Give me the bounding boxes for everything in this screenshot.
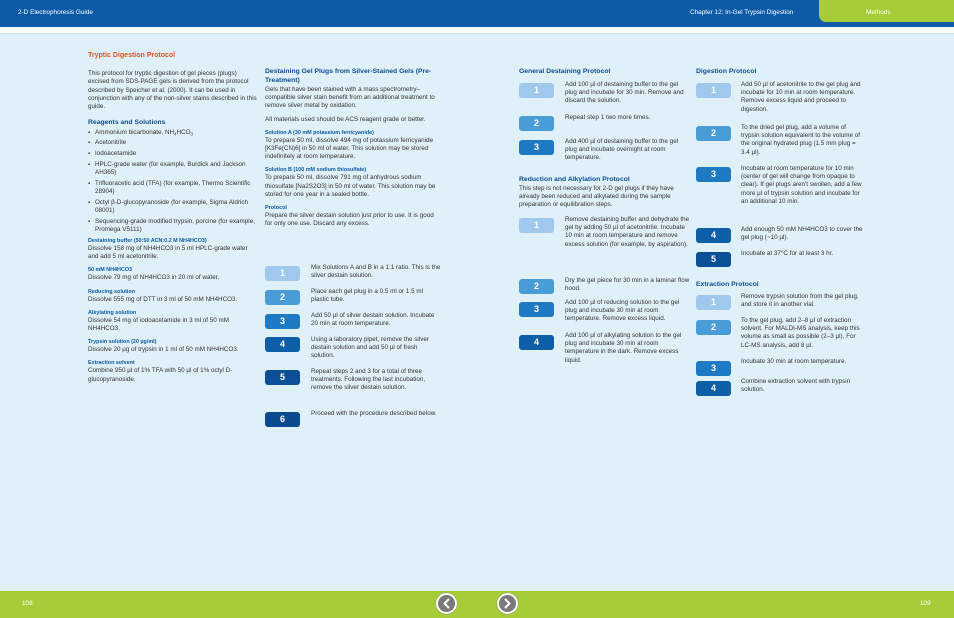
tryptic-protocol-column xyxy=(88,52,258,389)
step-text: Add enough 50 mM NH4HCO3 to cover the gel plug (~10 µl). xyxy=(741,226,863,242)
step-text: Incubate at room temperature for 10 min (center of gel will change from opaque to clear). If gel plugs aren't swollen, add a few more µl of trypsin solution and incubate for an additional 10 min. xyxy=(741,165,862,205)
reagents-heading: Reagents and Solutions xyxy=(88,119,166,127)
step-text: Proceed with the procedure described below. xyxy=(311,410,437,417)
nh4hco3-text: Dissolve 79 mg of NH4HCO3 in 20 ml of water. xyxy=(88,274,220,282)
reducing-heading: Reducing solution xyxy=(88,288,136,295)
step-text: Incubate 30 min at room temperature. xyxy=(741,358,847,365)
list-item: ▪ Trifluoracetic acid (TFA) (for example, Thermo Scientific 28904) xyxy=(88,180,258,196)
step-number: 4 xyxy=(696,381,731,396)
chevron-left-icon xyxy=(440,597,453,610)
alkylating-text: Dissolve 54 mg of iodoacetamide in 3 ml of 50 mM NH4HCO3. xyxy=(88,316,230,332)
step-text: Add 100 µl of alkylating solution to the gel plug and incubate 30 min at room temperature in the dark. Remove excess liquid. xyxy=(565,332,682,364)
book-title: 2-D Electrophoresis Guide xyxy=(18,9,93,16)
step-text: Remove destaining buffer and dehydrate the gel by adding 50 µl of acetonitrile. Incubate 10 min at room temperature and remove excess solution (for example, by aspiration). xyxy=(565,216,690,248)
solution-a-heading: Solution A (30 mM potassium ferricyanide) xyxy=(265,129,374,136)
step-number: 4 xyxy=(265,337,300,352)
page-header xyxy=(0,0,954,27)
step-number: 2 xyxy=(519,279,554,294)
list-item: ▪ Octyl β-D-glucopyranoside (for example, Sigma Aldrich 08001) xyxy=(88,199,258,215)
step-text: To the gel plug, add 2–8 µl of extraction solvent. For MALDI-MS analysis, keep this volume as small as possible (2–3 µl). For LC-MS analysis, add 8 µl. xyxy=(741,317,860,349)
silver-destain-column xyxy=(265,68,437,233)
step-number: 3 xyxy=(519,302,554,317)
step-text: Mix Solutions A and B in a 1:1 ratio. This is the silver destain solution. xyxy=(311,264,441,280)
step-number: 2 xyxy=(265,290,300,305)
section-tab-methods[interactable] xyxy=(819,0,954,22)
chevron-right-icon xyxy=(501,597,514,610)
list-item: ▪ Sequencing-grade modified trypsin, porcine (for example, Promega V5111) xyxy=(88,218,258,234)
step-number: 1 xyxy=(696,83,731,98)
destain-buffer-text: Dissolve 158 mg of NH4HCO3 in 5 ml HPLC-grade water and add 5 ml acetonitrile. xyxy=(88,244,248,261)
page-number-right: 109 xyxy=(920,600,931,607)
protocol-text: Prepare the silver destain solution just prior to use. It is good for only one use. Discard any excess. xyxy=(265,212,434,228)
step-text: Incubate at 37°C for at least 3 hr. xyxy=(741,250,834,257)
extraction-solvent-heading: Extraction solvent xyxy=(88,360,135,367)
tryptic-protocol-title: Tryptic Digestion Protocol xyxy=(88,52,176,59)
step-number: 3 xyxy=(265,314,300,329)
step-number: 4 xyxy=(519,335,554,350)
extraction-heading: Extraction Protocol xyxy=(696,281,759,288)
list-item: ▪ Iodoacetamide xyxy=(88,150,258,158)
reducing-text: Dissolve 555 mg of DTT in 3 ml of 50 mM NH4HCO3. xyxy=(88,295,238,303)
trypsin-heading: Trypsin solution (20 µg/ml) xyxy=(88,339,157,346)
step-text: Combine extraction solvent with trypsin solution. xyxy=(741,378,851,394)
list-item: ▪ HPLC-grade water (for example, Burdick and Jackson AH365) xyxy=(88,161,258,177)
step-text: Repeat steps 2 and 3 for a total of three treatments. Following the last incubation, remove the silver destain solution. xyxy=(311,368,426,392)
next-page-button[interactable] xyxy=(497,593,518,614)
step-text: Add 400 µl of destaining buffer to the gel plug and incubate overnight at room temperature. xyxy=(565,138,679,162)
list-item: ▪ Acetonitrile xyxy=(88,139,258,147)
reduction-intro: This step is not necessary for 2-D gel plugs if they have already been reduced and alkylated during the sample preparation or equilibration steps. xyxy=(519,185,674,209)
extraction-solvent-text: Combine 950 µl of 1% TFA with 50 µl of 1% octyl D-glucopyranoside. xyxy=(88,367,233,383)
list-item: ▪ Ammonium bicarbonate, $NH_4HCO_3$ xyxy=(88,129,258,137)
section-tab-label: Methods xyxy=(866,9,891,16)
step-number: 3 xyxy=(696,361,731,376)
step-number: 1 xyxy=(519,83,554,98)
step-number: 2 xyxy=(519,116,554,131)
destain-buffer-heading: Destaining buffer (50:50 ACN:0.2 M NH4HCO3) xyxy=(88,237,207,244)
solution-b-heading: Solution B (100 mM sodium thiosulfate) xyxy=(265,167,367,174)
reduction-heading: Reduction and Alkylation Protocol xyxy=(519,176,630,183)
step-number: 5 xyxy=(265,370,300,385)
nh4hco3-heading: 50 mM NH4HCO3 xyxy=(88,267,133,274)
step-number: 3 xyxy=(696,167,731,182)
step-number: 1 xyxy=(696,295,731,310)
step-number: 3 xyxy=(519,140,554,155)
chapter-title: Chapter 12: In-Gel Trypsin Digestion xyxy=(690,9,794,16)
step-text: Add 100 µl of destaining buffer to the gel plug and incubate for 30 min. Remove and discard the solution. xyxy=(565,81,684,105)
general-destaining-heading: General Destaining Protocol xyxy=(519,68,611,75)
solution-a-text: To prepare 50 ml, dissolve 494 mg of potassium ferricyanide [K3Fe(CN)6] in 50 ml of water. This solution may be stored indefinitely at room temperature. xyxy=(265,136,433,161)
step-text: Add 50 µl of silver destain solution. Incubate 20 min at room temperature. xyxy=(311,312,435,328)
silver-intro: Gels that have been stained with a mass spectrometry–compatible silver stain benefit from an additional treatment to remove silver metal by oxidation. xyxy=(265,86,435,110)
page-footer xyxy=(0,591,954,618)
step-number: 6 xyxy=(265,412,300,427)
step-text: Remove trypsin solution from the gel plug, and store it in another vial. xyxy=(741,293,859,309)
step-text: Dry the gel piece for 30 min in a laminar flow hood. xyxy=(565,277,690,293)
step-text: Repeat step 1 two more times. xyxy=(565,114,651,121)
step-text: Place each gel plug in a 0.5 ml or 1.5 ml plastic tube. xyxy=(311,288,424,304)
alkylating-heading: Alkylating solution xyxy=(88,309,137,316)
step-text: To the dried gel plug, add a volume of trypsin solution equivalent to the volume of the original hydrated plug (1.5 mm plug = 3.4 µl). xyxy=(741,124,861,156)
step-number: 2 xyxy=(696,126,731,141)
step-text: Add 100 µl of reducing solution to the gel plug and incubate 30 min at room temperature. Remove excess liquid. xyxy=(565,299,680,323)
trypsin-text: Dissolve 20 µg of trypsin in 1 ml of 50 mM NH4HCO3. xyxy=(88,346,239,354)
step-number: 1 xyxy=(265,266,300,281)
step-text: Using a laboratory pipet, remove the silver destain solution and add 50 µl of fresh solution. xyxy=(311,336,429,360)
solution-b-text: To prepare 50 ml, dissolve 791 mg of anhydrous sodium thiosulfate [Na2S2O3] in 50 ml of water. This solution may be stored for one year in a sealed bottle. xyxy=(265,174,436,198)
previous-page-button[interactable] xyxy=(436,593,457,614)
protocol-heading: Protocol xyxy=(265,205,287,212)
silver-destain-title: Destaining Gel Plugs from Silver-Stained Gels (Pre-Treatment) xyxy=(265,68,432,84)
step-number: 4 xyxy=(696,228,731,243)
reagents-list xyxy=(88,129,258,234)
step-number: 1 xyxy=(519,218,554,233)
digestion-heading: Digestion Protocol xyxy=(696,68,757,75)
step-number: 2 xyxy=(696,320,731,335)
step-text: Add 50 µl of acetonitrile to the gel plug and incubate for 10 min at room temperature. Remove excess liquid and proceed to digestion. xyxy=(741,81,861,113)
intro-paragraph: This protocol for tryptic digestion of gel pieces (plugs) excised from SDS-PAGE gels is derived from the protocol described by Speicher et al. (2000). It can be used in conjunction with any of the non-silver stains described in this guide. xyxy=(88,70,257,111)
step-number: 5 xyxy=(696,252,731,267)
acs-note: All materials used should be ACS reagent grade or better. xyxy=(265,115,426,123)
page-number-left: 108 xyxy=(22,600,33,607)
